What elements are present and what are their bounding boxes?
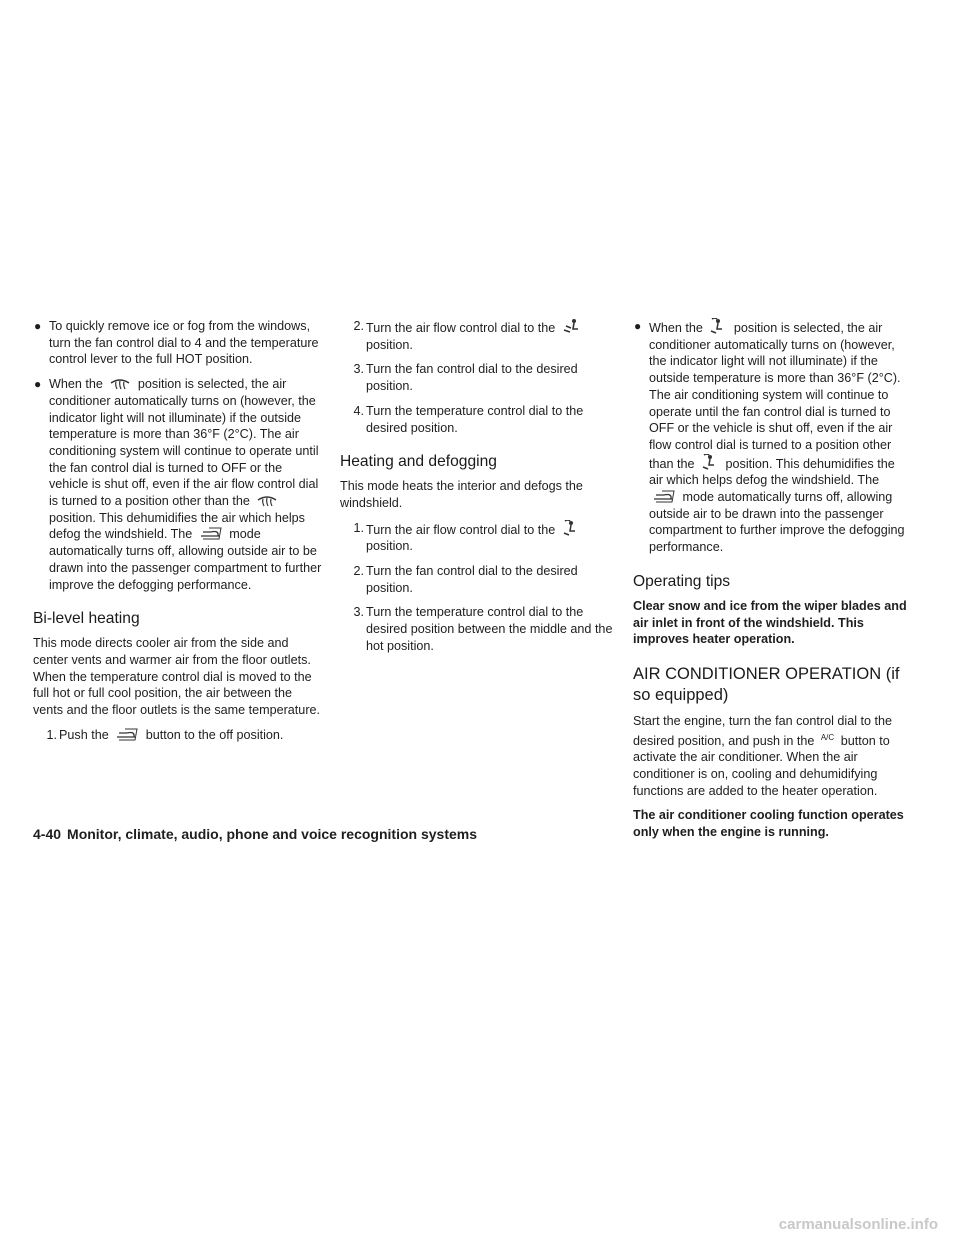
- paragraph: This mode heats the interior and defogs the windshield.: [340, 479, 583, 510]
- paragraph: This mode directs cooler air from the side and center vents and warmer air from the floor outlets. When the temperature control dial is moved to the full hot or full cool position, the air between the vents and the floor outlets is the same temperature.: [33, 636, 321, 718]
- column-left: [33, 318, 323, 751]
- step-number: 1.: [353, 520, 364, 535]
- step-text: Turn the temperature control dial to the desired position between the middle and the hot position.: [366, 605, 613, 653]
- step-text: Push the: [59, 727, 109, 742]
- paragraph-text: Start the engine, turn the fan control dial to the desired position, and push in the: [633, 713, 893, 748]
- bullet-text: position. This dehumidifies the air which helps defog the windshield. The: [49, 510, 305, 542]
- bullet-text: mode automatically turns off, allowing outside air to be drawn into the passenger compartment to further improve the defogging performance.: [49, 527, 322, 592]
- column-right: [633, 318, 909, 849]
- chapter-title: Monitor, climate, audio, phone and voice recognition systems: [67, 826, 477, 842]
- paragraph-bold: Clear snow and ice from the wiper blades and air inlet in front of the windshield. This improves heater operation.: [633, 598, 907, 647]
- column-middle: [340, 318, 616, 663]
- step-number: 3.: [353, 605, 364, 620]
- air-recirculation-icon: [115, 727, 139, 741]
- step-item: [340, 520, 616, 555]
- step-text: position.: [366, 337, 413, 352]
- floor-icon: [562, 318, 582, 334]
- bullet-item: [633, 318, 909, 556]
- watermark: carmanualsonline.info: [778, 1216, 938, 1233]
- ac-button-label: A/C: [820, 732, 835, 742]
- step-text: position.: [366, 539, 413, 554]
- bullet-text: position is selected, the air conditioner automatically turns on (however, the indicator light will not illuminate) if the outside temperature is more than 36°F (2°C). The air conditioning system will continue to operate until the fan control dial is turned to OFF or the vehicle is shut off, even if the air flow control dial is turned to a position other than the: [49, 377, 319, 509]
- step-number: 2.: [353, 564, 364, 579]
- step-item: [33, 727, 323, 744]
- page-footer: [33, 826, 913, 842]
- step-text: Turn the fan control dial to the desired position.: [366, 362, 578, 394]
- heading-bi-level-heating: Bi-level heating: [33, 610, 140, 628]
- step-number: 3.: [353, 362, 364, 377]
- step-item: [340, 604, 616, 654]
- bullet-item: [33, 318, 323, 368]
- step-text: button to the off position.: [145, 727, 284, 742]
- step-text: Turn the air flow control dial to the: [366, 522, 556, 537]
- paragraph-bold: The air conditioner cooling function operates only when the engine is running.: [633, 808, 904, 840]
- air-recirculation-icon: [199, 526, 223, 540]
- bullet-item: [33, 376, 323, 593]
- bullet-text: mode automatically turns off, allowing outside air to be drawn into the passenger compartment to further improve the defogging performance.: [649, 490, 905, 555]
- step-item: [340, 403, 616, 436]
- air-recirculation-icon: [652, 489, 676, 503]
- page-number: 4-40: [33, 826, 62, 842]
- heading-heating-and-defogging: Heating and defogging: [340, 453, 497, 471]
- bullet-text: When the: [49, 377, 103, 392]
- step-text: Turn the air flow control dial to the: [366, 321, 556, 335]
- step-number: 2.: [353, 319, 364, 333]
- bullet-text: position is selected, the air conditioner automatically turns on (however, the indicator light will not illuminate) if the outside temperature is more than 36°F (2°C). The air conditioning system will continue to operate until the fan control dial is turned to OFF or the vehicle is shut off, even if the air flow control dial is turned to a position other than the: [649, 321, 901, 471]
- bullet-text: position. This dehumidifies the air which helps defog the windshield. The: [649, 456, 895, 488]
- step-text: Turn the fan control dial to the desired position.: [366, 564, 578, 595]
- paragraph: [633, 713, 909, 800]
- bullet-dot: ●: [34, 377, 42, 392]
- step-item: [340, 361, 616, 394]
- defrost-icon: [256, 493, 278, 507]
- step-item: [340, 318, 616, 353]
- bullet-text: When the: [649, 321, 703, 335]
- defrost-icon: [109, 376, 131, 390]
- floor-defrost-icon: [709, 318, 727, 334]
- paragraph-text: button to activate the air conditioner. When the air conditioner is on, cooling and dehumidifying functions are added to the heater operation.: [633, 733, 890, 798]
- bullet-dot: ●: [634, 319, 642, 333]
- heading-operating-tips: Operating tips: [633, 572, 731, 590]
- bullet-dot: ●: [34, 319, 42, 333]
- step-text: Turn the temperature control dial to the desired position.: [366, 403, 584, 435]
- heading-air-conditioner-operation: AIR CONDITIONER OPERATION (if so equipped): [633, 664, 900, 704]
- step-number: 1.: [46, 727, 57, 742]
- step-number: 4.: [353, 403, 364, 418]
- bullet-text: To quickly remove ice or fog from the windows, turn the fan control dial to 4 and the temperature control lever to the full HOT position.: [49, 319, 319, 367]
- floor-defrost-icon: [562, 520, 580, 536]
- floor-defrost-icon: [701, 454, 719, 470]
- step-item: [340, 563, 616, 596]
